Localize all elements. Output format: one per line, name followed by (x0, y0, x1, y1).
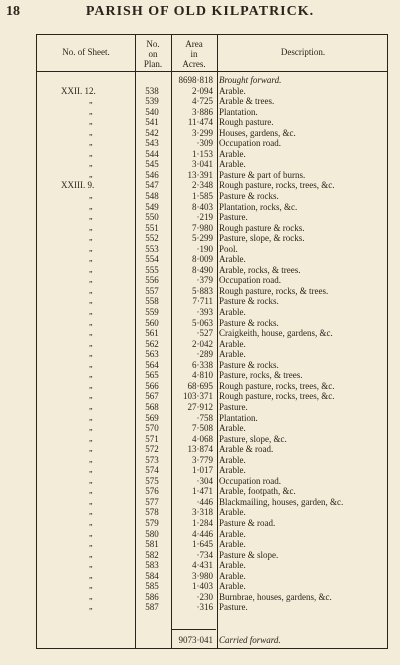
plan-number-cell: 556 (145, 275, 159, 286)
sheet-cell: „ (89, 349, 93, 359)
plan-number-cell: 562 (145, 338, 159, 349)
plan-number-cell: 557 (145, 285, 159, 296)
description-cell: Arable. (219, 454, 246, 465)
plan-number-cell: 549 (145, 201, 159, 212)
area-cell: ·316 (196, 602, 213, 613)
table-row (37, 391, 387, 402)
sheet-cell: XXII. 12. (61, 85, 96, 96)
plan-number-cell: 554 (145, 254, 159, 265)
area-cell: ·309 (196, 138, 213, 149)
plan-number-cell: 564 (145, 359, 159, 370)
table-row (37, 571, 387, 582)
table-row (37, 191, 387, 202)
sheet-cell: „ (89, 380, 93, 390)
header-plan-line: Plan. (143, 59, 163, 69)
description-cell: Pasture, slope, & rocks. (219, 233, 305, 244)
sheet-cell: „ (89, 602, 93, 612)
plan-number-cell: 577 (145, 496, 159, 507)
table-row (37, 86, 387, 97)
table-row (37, 180, 387, 191)
description-cell: Arable. (219, 581, 246, 592)
plan-number-cell: 543 (145, 138, 159, 149)
area-cell: 1·153 (192, 148, 213, 159)
area-cell: ·289 (196, 349, 213, 360)
table-row (37, 107, 387, 118)
table-row (37, 434, 387, 445)
plan-number-cell: 540 (145, 106, 159, 117)
plan-number-cell: 573 (145, 454, 159, 465)
description-cell: Craigkeith, house, gardens, &c. (219, 328, 333, 339)
sheet-cell: „ (89, 169, 93, 179)
area-cell: 8·009 (192, 254, 213, 265)
table-row (37, 465, 387, 476)
description-cell: Rough pasture, rocks, & trees. (219, 285, 329, 296)
sheet-cell: „ (89, 539, 93, 549)
plan-number-cell: 544 (145, 148, 159, 159)
plan-number-cell: 551 (145, 222, 159, 233)
description-cell: Arable. (219, 254, 246, 265)
table-row (37, 307, 387, 318)
area-cell: 27·912 (187, 401, 213, 412)
plan-number-cell: 546 (145, 169, 159, 180)
description-cell: Pasture & rocks. (219, 296, 279, 307)
area-cell: 4·725 (192, 96, 213, 107)
sheet-cell: „ (89, 560, 93, 570)
table-row (37, 233, 387, 244)
header-area (171, 39, 217, 69)
area-cell: 1·585 (192, 191, 213, 202)
description-cell: Arable. (219, 423, 246, 434)
table-row (37, 529, 387, 540)
area-cell: 4·431 (192, 560, 213, 571)
sheet-cell: „ (89, 433, 93, 443)
sheet-cell: „ (89, 423, 93, 433)
sheet-cell: „ (89, 127, 93, 137)
description-cell: Arable. (219, 570, 246, 581)
plan-number-cell: 584 (145, 570, 159, 581)
plan-number-cell: 576 (145, 486, 159, 497)
plan-number-cell: 559 (145, 307, 159, 318)
table-row (37, 592, 387, 603)
plan-number-cell: 550 (145, 212, 159, 223)
sheet-cell: „ (89, 528, 93, 538)
description-cell: Plantation, rocks, &c. (219, 201, 298, 212)
description-cell: Arable. (219, 307, 246, 318)
sheet-cell: „ (89, 517, 93, 527)
plan-number-cell: 555 (145, 264, 159, 275)
table-row (37, 265, 387, 276)
plan-number-cell: 538 (145, 85, 159, 96)
sheet-cell: „ (89, 581, 93, 591)
area-cell: 13·391 (187, 169, 213, 180)
description-cell: Brought forward. (219, 75, 282, 85)
area-cell: 68·695 (187, 380, 213, 391)
table-row (37, 550, 387, 561)
description-cell: Houses, gardens, &c. (219, 127, 296, 138)
area-cell: ·446 (196, 496, 213, 507)
sheet-cell: „ (89, 391, 93, 401)
plan-number-cell: 566 (145, 380, 159, 391)
area-cell: ·379 (196, 275, 213, 286)
table-row (37, 223, 387, 234)
description-cell: Arable. (219, 148, 246, 159)
sheet-cell: „ (89, 317, 93, 327)
description-cell: Arable. (219, 539, 246, 550)
description-cell: Pasture & part of burns. (219, 169, 306, 180)
description-cell: Arable & trees. (219, 96, 275, 107)
description-cell: Arable. (219, 85, 246, 96)
sheet-cell: „ (89, 285, 93, 295)
sheet-cell: „ (89, 96, 93, 106)
plan-number-cell: 552 (145, 233, 159, 244)
table-row (37, 349, 387, 360)
area-cell: 3·041 (192, 159, 213, 170)
area-cell: 5·299 (192, 233, 213, 244)
table-row (37, 254, 387, 265)
sheet-cell: „ (89, 106, 93, 116)
table-row (37, 339, 387, 350)
page-header (0, 0, 400, 26)
header-description: Description. (280, 47, 326, 57)
area-cell: 1·645 (192, 539, 213, 550)
description-cell: Rough pasture, rocks, trees, &c. (219, 180, 335, 191)
sheet-cell: „ (89, 486, 93, 496)
table-row (37, 159, 387, 170)
description-cell: Rough pasture & rocks. (219, 222, 305, 233)
sheet-cell: „ (89, 117, 93, 127)
sheet-cell: „ (89, 212, 93, 222)
table-row (37, 275, 387, 286)
description-cell: Plantation. (219, 106, 258, 117)
table-row (37, 149, 387, 160)
plan-number-cell: 578 (145, 507, 159, 518)
description-cell: Arable. (219, 159, 246, 170)
sheet-cell: „ (89, 307, 93, 317)
description-cell: Arable. (219, 528, 246, 539)
table-row (37, 296, 387, 307)
area-cell: 103·371 (183, 391, 213, 402)
description-cell: Occupation road. (219, 275, 281, 286)
description-cell: Pasture. (219, 602, 248, 613)
table-row (37, 202, 387, 213)
plan-number-cell: 574 (145, 465, 159, 476)
description-cell: Carried forward. (219, 635, 281, 645)
table-row (37, 413, 387, 424)
sheet-cell: „ (89, 359, 93, 369)
table-row (37, 486, 387, 497)
plan-number-cell: 582 (145, 549, 159, 560)
plan-number-cell: 587 (145, 602, 159, 613)
area-cell: 4·810 (192, 370, 213, 381)
header-plan-line: No. (146, 39, 160, 49)
area-cell: 1·017 (192, 465, 213, 476)
description-cell: Arable. (219, 507, 246, 518)
plan-number-cell: 585 (145, 581, 159, 592)
table-row (37, 370, 387, 381)
area-cell: 5·063 (192, 317, 213, 328)
table-row (37, 497, 387, 508)
header-area-line: Acres. (182, 59, 206, 69)
sheet-cell: „ (89, 370, 93, 380)
sheet-cell: „ (89, 496, 93, 506)
area-cell: 4·446 (192, 528, 213, 539)
description-cell: Blackmailing, houses, garden, &c. (219, 496, 344, 507)
table-row (37, 170, 387, 181)
sheet-cell: „ (89, 444, 93, 454)
table-row (37, 455, 387, 466)
sheet-cell: „ (89, 138, 93, 148)
description-cell: Pasture & slope. (219, 549, 279, 560)
plan-number-cell: 569 (145, 412, 159, 423)
sheet-cell: „ (89, 475, 93, 485)
table-body (37, 75, 387, 613)
table-row (37, 581, 387, 592)
table-row (37, 244, 387, 255)
table-row (37, 518, 387, 529)
area-cell: 3·980 (192, 570, 213, 581)
table-row (37, 96, 387, 107)
area-cell: 7·980 (192, 222, 213, 233)
carried-forward-row (37, 634, 387, 646)
area-cell: 2·348 (192, 180, 213, 191)
sheet-cell: „ (89, 328, 93, 338)
area-cell: 2·094 (192, 85, 213, 96)
plan-number-cell: 558 (145, 296, 159, 307)
table-row (37, 507, 387, 518)
area-cell: 3·886 (192, 106, 213, 117)
header-plan-line: on (148, 49, 158, 59)
page-title: PARISH OF OLD KILPATRICK. (85, 4, 315, 19)
table-row (37, 423, 387, 434)
area-cell: 8·403 (192, 201, 213, 212)
area-cell: 3·779 (192, 454, 213, 465)
table-row (37, 328, 387, 339)
area-cell: 4·068 (192, 433, 213, 444)
plan-number-cell: 560 (145, 317, 159, 328)
table-row (37, 444, 387, 455)
description-cell: Arable & road. (219, 444, 274, 455)
description-cell: Burnbrae, houses, gardens, &c. (219, 591, 332, 602)
plan-number-cell: 579 (145, 517, 159, 528)
description-cell: Arable. (219, 338, 246, 349)
sheet-cell: „ (89, 222, 93, 232)
table-row (37, 117, 387, 128)
area-cell: 8698·818 (178, 75, 213, 85)
header-sheet: No. of Sheet. (62, 47, 110, 57)
description-cell: Pasture, rocks, & trees. (219, 370, 303, 381)
sheet-cell: „ (89, 243, 93, 253)
area-cell: 11·474 (187, 117, 213, 128)
area-cell: 1·403 (192, 581, 213, 592)
area-cell: 3·299 (192, 127, 213, 138)
description-cell: Pasture & rocks. (219, 317, 279, 328)
plan-number-cell: 571 (145, 433, 159, 444)
plan-number-cell: 568 (145, 401, 159, 412)
area-cell: ·219 (196, 212, 213, 223)
page-number: 18 (6, 4, 20, 19)
plan-number-cell: 541 (145, 117, 159, 128)
survey-table (36, 34, 388, 649)
area-cell: 13·874 (187, 444, 213, 455)
plan-number-cell: 542 (145, 127, 159, 138)
sheet-cell: „ (89, 591, 93, 601)
sheet-cell: „ (89, 412, 93, 422)
area-cell: 6·338 (192, 359, 213, 370)
table-row (37, 138, 387, 149)
plan-number-cell: 580 (145, 528, 159, 539)
sheet-cell: „ (89, 507, 93, 517)
area-cell: 1·471 (192, 486, 213, 497)
area-cell: ·190 (196, 243, 213, 254)
description-cell: Pool. (219, 243, 238, 254)
sheet-cell: „ (89, 191, 93, 201)
plan-number-cell: 563 (145, 349, 159, 360)
description-cell: Rough pasture, rocks, trees, &c. (219, 380, 335, 391)
description-cell: Pasture. (219, 401, 248, 412)
description-cell: Rough pasture. (219, 117, 274, 128)
table-row (37, 318, 387, 329)
area-cell: 1·284 (192, 517, 213, 528)
plan-number-cell: 581 (145, 539, 159, 550)
sheet-cell: „ (89, 338, 93, 348)
table-row (37, 602, 387, 613)
plan-number-cell: 547 (145, 180, 159, 191)
sheet-cell: XXIII. 9. (61, 180, 95, 191)
header-area-line: in (190, 49, 198, 59)
sheet-cell: „ (89, 264, 93, 274)
sheet-cell: „ (89, 233, 93, 243)
area-cell: ·304 (196, 475, 213, 486)
area-cell: ·527 (196, 328, 213, 339)
plan-number-cell: 553 (145, 243, 159, 254)
table-row (37, 128, 387, 139)
sheet-cell: „ (89, 570, 93, 580)
plan-number-cell: 548 (145, 191, 159, 202)
sheet-cell: „ (89, 549, 93, 559)
description-cell: Arable. (219, 349, 246, 360)
table-row (37, 212, 387, 223)
plan-number-cell: 565 (145, 370, 159, 381)
description-cell: Plantation. (219, 412, 258, 423)
description-cell: Pasture & road. (219, 517, 276, 528)
description-cell: Pasture. (219, 212, 248, 223)
sheet-cell: „ (89, 401, 93, 411)
area-cell: ·230 (196, 591, 213, 602)
sheet-cell: „ (89, 254, 93, 264)
header-divider (37, 71, 387, 72)
plan-number-cell: 570 (145, 423, 159, 434)
table-row (37, 402, 387, 413)
plan-number-cell: 586 (145, 591, 159, 602)
description-cell: Arable, footpath, &c. (219, 486, 296, 497)
table-row (37, 381, 387, 392)
description-cell: Arable, rocks, & trees. (219, 264, 301, 275)
area-cell: ·393 (196, 307, 213, 318)
sheet-cell: „ (89, 296, 93, 306)
area-cell: ·758 (196, 412, 213, 423)
plan-number-cell: 539 (145, 96, 159, 107)
area-cell: 9073·041 (178, 635, 213, 645)
sheet-cell: „ (89, 454, 93, 464)
description-cell: Arable. (219, 560, 246, 571)
brought-forward-row (37, 75, 387, 86)
sheet-cell: „ (89, 148, 93, 158)
plan-number-cell: 572 (145, 444, 159, 455)
header-plan (135, 39, 171, 69)
plan-number-cell: 561 (145, 328, 159, 339)
description-cell: Rough pasture, rocks, trees, &c. (219, 391, 335, 402)
plan-number-cell: 567 (145, 391, 159, 402)
table-row (37, 476, 387, 487)
area-cell: ·734 (196, 549, 213, 560)
plan-number-cell: 575 (145, 475, 159, 486)
area-cell: 2·042 (192, 338, 213, 349)
sheet-cell: „ (89, 275, 93, 285)
description-cell: Pasture & rocks. (219, 191, 279, 202)
sheet-cell: „ (89, 465, 93, 475)
description-cell: Pasture, slope, &c. (219, 433, 287, 444)
table-row (37, 560, 387, 571)
description-cell: Occupation road. (219, 138, 281, 149)
plan-number-cell: 583 (145, 560, 159, 571)
total-rule (171, 629, 216, 630)
area-cell: 7·508 (192, 423, 213, 434)
plan-number-cell: 545 (145, 159, 159, 170)
area-cell: 3·318 (192, 507, 213, 518)
header-area-line: Area (185, 39, 203, 49)
table-row (37, 286, 387, 297)
area-cell: 5·883 (192, 285, 213, 296)
area-cell: 8·490 (192, 264, 213, 275)
sheet-cell: „ (89, 201, 93, 211)
description-cell: Pasture & rocks. (219, 359, 279, 370)
area-cell: 7·711 (192, 296, 213, 307)
sheet-cell: „ (89, 159, 93, 169)
description-cell: Occupation road. (219, 475, 281, 486)
table-row (37, 539, 387, 550)
table-row (37, 360, 387, 371)
description-cell: Arable. (219, 465, 246, 476)
